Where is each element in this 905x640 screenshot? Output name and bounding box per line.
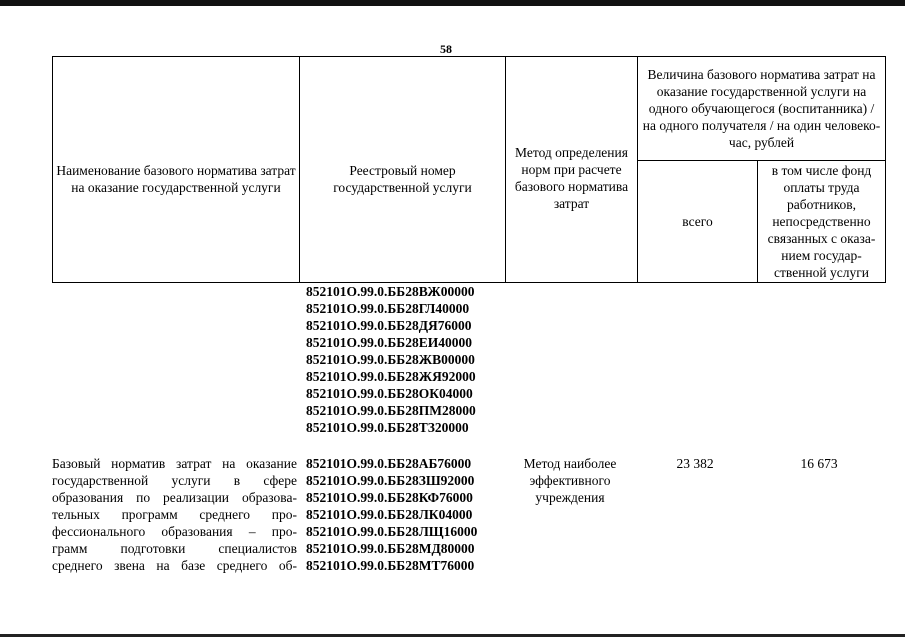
norm-name-cell [52, 455, 297, 574]
registry-code: 852101О.99.0.ББ28ВЖ00000 [306, 284, 475, 299]
registry-code: 852101О.99.0.ББ28ЖЯ92000 [306, 369, 476, 384]
registry-code: 852101О.99.0.ББ28ЛЩ16000 [306, 524, 478, 539]
header-col-method: Метод определения норм при расчете базового норматива затрат [506, 57, 638, 283]
norm-name-line: фессионального образования – про- [52, 524, 297, 539]
header-col-name: Наименование базового норматива затрат на оказание государственной услуги [53, 57, 300, 283]
header-col-fot: в том числе фонд оплаты труда работников, непосредственно связанных с оказа-нием государ-ственной услуги [758, 161, 886, 283]
registry-code: 852101О.99.0.ББ28ТЗ20000 [306, 420, 469, 435]
registry-codes-group-1 [306, 283, 476, 436]
registry-codes-group-2 [306, 455, 477, 574]
registry-code: 852101О.99.0.ББ28ЛК04000 [306, 507, 473, 522]
scan-top-edge [0, 0, 905, 6]
registry-code: 852101О.99.0.ББ28ОК04000 [306, 386, 473, 401]
registry-code: 852101О.99.0.ББ28ЗШ92000 [306, 473, 475, 488]
registry-code: 852101О.99.0.ББ28ЖВ00000 [306, 352, 475, 367]
header-table [52, 56, 886, 283]
method-cell: Метод наиболее эффективного учреждения [523, 456, 617, 505]
registry-code: 852101О.99.0.ББ28ЕИ40000 [306, 335, 472, 350]
norm-name-line: образования по реализации образова- [52, 490, 297, 505]
registry-code: 852101О.99.0.ББ28МД80000 [306, 541, 475, 556]
scan-bottom-edge [0, 634, 905, 637]
registry-code: 852101О.99.0.ББ28ГЛ40000 [306, 301, 470, 316]
registry-code: 852101О.99.0.ББ28АБ76000 [306, 456, 472, 471]
value-fot: 16 673 [800, 456, 838, 471]
registry-code: 852101О.99.0.ББ28КФ76000 [306, 490, 473, 505]
registry-code: 852101О.99.0.ББ28ДЯ76000 [306, 318, 472, 333]
value-total: 23 382 [676, 456, 714, 471]
registry-code: 852101О.99.0.ББ28ПМ28000 [306, 403, 476, 418]
registry-code: 852101О.99.0.ББ28МТ76000 [306, 558, 475, 573]
norm-name-line: государственной услуги в сфере [52, 473, 297, 488]
header-col-total: всего [638, 161, 758, 283]
norm-name-line: Базовый норматив затрат на оказание [52, 456, 297, 471]
header-col-value: Величина базового норматива затрат на оказание государственной услуги на одного обучающегося (воспитанника) / на одного получателя / на один человеко-час, рублей [638, 57, 886, 161]
page-number: 58 [440, 42, 452, 56]
norm-name-line: тельных программ среднего про- [52, 507, 297, 522]
header-col-registry: Реестровый номер государственной услуги [300, 57, 506, 283]
norm-name-line: грамм подготовки специалистов [52, 541, 297, 556]
norm-name-line: среднего звена на базе среднего об- [52, 558, 297, 573]
